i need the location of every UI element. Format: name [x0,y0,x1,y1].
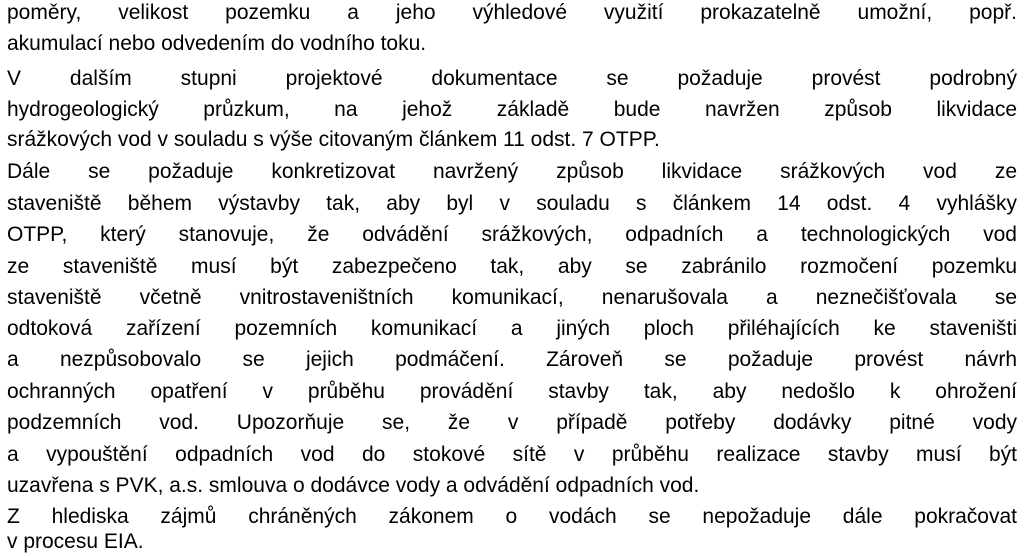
text-line: srážkových vod v souladu s výše citovaným článkem 11 odst. 7 OTPP. [7,128,660,151]
text-line: hydrogeologický průzkum, na jehož základě bude navržen způsob likvidace [7,98,1017,121]
text-line: staveniště včetně vnitrostaveništních komunikací, nenarušovala a neznečišťovala se [7,286,1017,309]
text-line: akumulací nebo odvedením do vodního toku. [7,32,427,55]
text-line: ze staveniště musí být zabezpečeno tak, aby se zabránilo rozmočení pozemku [7,255,1017,278]
text-line: ochranných opatření v průběhu provádění stavby tak, aby nedošlo k ohrožení [7,380,1017,403]
text-line: uzavřena s PVK, a.s. smlouva o dodávce vody a odvádění odpadních vod. [7,474,700,497]
text-line: v procesu EIA. [7,530,144,553]
text-line: a nezpůsobovalo se jejich podmáčení. Zároveň se požaduje provést návrh [7,348,1017,371]
text-line: a vypouštění odpadních vod do stokové sítě v průběhu realizace stavby musí být [7,443,1017,466]
text-line: podzemních vod. Upozorňuje se, že v případě potřeby dodávky pitné vody [7,411,1017,434]
text-line: odtoková zařízení pozemních komunikací a jiných ploch přiléhajících ke staveništi [7,317,1017,340]
text-line: OTPP, který stanovuje, že odvádění srážkových, odpadních a technologických vod [7,223,1017,246]
text-line: staveniště během výstavby tak, aby byl v souladu s článkem 14 odst. 4 vyhlášky [7,192,1017,215]
text-line: V dalším stupni projektové dokumentace se požaduje provést podrobný [7,67,1017,90]
text-line: poměry, velikost pozemku a jeho výhledové využití prokazatelně umožní, popř. [7,1,1017,24]
text-line: Dále se požaduje konkretizovat navržený způsob likvidace srážkových vod ze [7,160,1017,183]
text-line: Z hlediska zájmů chráněných zákonem o vodách se nepožaduje dále pokračovat [7,505,1017,528]
